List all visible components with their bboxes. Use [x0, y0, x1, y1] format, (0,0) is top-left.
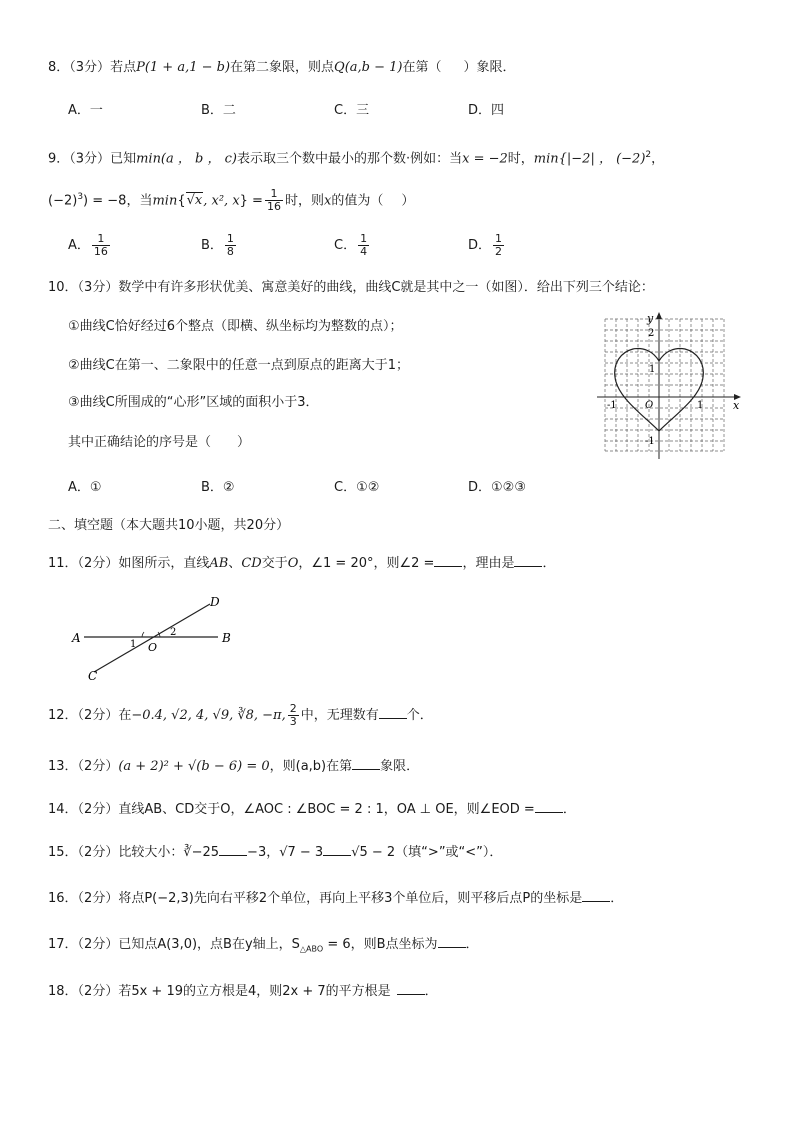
q11-number: 11．	[48, 556, 78, 571]
question-12	[48, 702, 433, 730]
q10-option-b[interactable]: B．②	[201, 480, 235, 495]
q9-x-value: x = −2	[462, 151, 508, 167]
q12-text: 个．	[406, 708, 433, 723]
label-d: D	[210, 595, 220, 609]
q9-option-fraction	[358, 233, 369, 258]
q9-text: 表示取三个数中最小的那个数·例如：当	[236, 151, 463, 167]
x-axis-label: x	[733, 399, 740, 412]
question-17	[48, 935, 479, 960]
q12-text: 中，无理数有	[300, 708, 379, 723]
q9-text: 的值为（	[331, 193, 384, 209]
label-a: A	[72, 631, 81, 645]
origin-label: O	[645, 400, 654, 411]
q17-end: ．	[465, 937, 479, 952]
q9-variable: x	[323, 193, 332, 209]
q8-options	[68, 101, 668, 121]
q9-options	[68, 233, 668, 257]
q10-score: （3分）	[77, 280, 119, 295]
q18-end: ．	[424, 984, 438, 999]
q9-text: ，当	[126, 193, 153, 209]
label-o: O	[148, 641, 158, 654]
q9-option-letter: C．	[334, 238, 357, 253]
q18-number: 18．	[48, 984, 78, 999]
q14-end: ．	[562, 802, 576, 817]
q18-score: （2分）	[77, 984, 119, 999]
q12-blank[interactable]	[379, 706, 407, 719]
q17-score: （2分）	[77, 937, 119, 952]
q10-options	[68, 478, 668, 498]
q9-fraction	[265, 188, 283, 213]
q9-score: （3分）	[69, 151, 111, 167]
label-angle-1: 1	[130, 639, 137, 650]
tick-label-x-neg1: -1	[607, 400, 617, 411]
q9-text: 时，则	[284, 193, 324, 209]
question-14	[48, 800, 576, 820]
q9-text: ）	[401, 193, 415, 209]
q9-option-den: 16	[93, 245, 108, 258]
question-15	[48, 843, 502, 863]
q8-number: 8．	[48, 60, 70, 75]
q13-equation: (a + 2)² + √(b − 6) = 0	[118, 759, 270, 774]
q12-number-list: −0.4, √2, 4, √9, ∛8, −π,	[131, 708, 286, 723]
q8-text: 在第二象限，则点	[230, 60, 335, 75]
q9-option-fraction	[92, 233, 110, 258]
q9-example-2: (−2)	[48, 193, 78, 209]
q11-end: ．	[542, 556, 556, 571]
q8-text: ）象限．	[463, 60, 516, 75]
q16-end: ．	[610, 891, 624, 906]
q11-score: （2分）	[77, 556, 119, 571]
q9-option-den: 8	[226, 245, 234, 258]
q16-blank[interactable]	[582, 889, 610, 902]
q10-option-c[interactable]: C．①②	[334, 480, 380, 495]
q9-set-rest: , x², x	[203, 193, 240, 209]
q13-number: 13．	[48, 759, 78, 774]
q16-score: （2分）	[77, 891, 119, 906]
q9-option-letter: B．	[201, 238, 223, 253]
question-16	[48, 889, 623, 909]
q9-example-2-value: ) = −8	[83, 193, 127, 209]
q8-option-c[interactable]: C．三	[334, 103, 370, 118]
question-18	[48, 982, 438, 1002]
q14-blank[interactable]	[535, 800, 563, 813]
q11-text: ，∠1 = 20°，则∠2 =	[298, 556, 435, 571]
q8-score: （3分）	[69, 60, 111, 75]
q9-option-den: 4	[360, 245, 368, 258]
q10-option-d[interactable]: D．①②③	[468, 480, 526, 495]
q8-option-a[interactable]: A．一	[68, 103, 103, 118]
q9-option-c[interactable]	[334, 233, 371, 258]
question-11	[48, 554, 555, 574]
q8-text: 若点	[110, 60, 137, 75]
q11-blank-1[interactable]	[434, 554, 462, 567]
q10-option-a[interactable]: A．①	[68, 480, 102, 495]
q11-blank-2[interactable]	[514, 554, 542, 567]
question-9-line-1	[48, 145, 664, 169]
q9-option-num: 1	[92, 233, 110, 246]
q9-option-den: 2	[495, 245, 503, 258]
q12-fraction-den: 3	[289, 715, 297, 728]
q15-blank-1[interactable]	[219, 843, 247, 856]
q13-text: 象限．	[380, 759, 420, 774]
tick-label-y-1: 1	[649, 364, 656, 375]
angle-1-arc	[142, 632, 144, 637]
q12-number: 12．	[48, 708, 78, 723]
q15-blank-2[interactable]	[323, 843, 351, 856]
q9-option-b[interactable]	[201, 233, 238, 258]
q12-score: （2分）	[77, 708, 119, 723]
q14-score: （2分）	[77, 802, 119, 817]
line-cd	[94, 604, 210, 672]
q14-number: 14．	[48, 802, 78, 817]
q8-text: 在第（	[402, 60, 442, 75]
question-9-line-2: $(-2)^3) = -8$，当min{√x, x², x} = $\frac{1}{16}$ 时，则x的值为（ ）	[48, 187, 415, 214]
q9-text: 时，	[507, 151, 534, 167]
q15-text: 比较大小：∛−25	[118, 845, 220, 860]
q15-score: （2分）	[77, 845, 119, 860]
q9-sqrt-x: x	[194, 193, 203, 209]
q15-text: √5 − 2（填“>”或“<”）．	[351, 845, 503, 860]
q13-blank[interactable]	[352, 757, 380, 770]
q9-min-def: min(a ， b ， c)	[136, 151, 237, 167]
q12-fraction-num: 2	[289, 702, 297, 715]
y-axis-arrow	[656, 312, 662, 319]
q9-option-d[interactable]	[468, 233, 506, 258]
section-2-title: 二、填空题（本大题共10小题，共20分）	[48, 518, 290, 533]
y-axis-label: y	[647, 312, 654, 325]
q11-text: 交于	[261, 556, 288, 571]
q9-option-fraction	[225, 233, 236, 258]
q11-separator: 、	[228, 556, 242, 571]
q11-text: ，理由是	[462, 556, 515, 571]
q11-line-ab: AB	[209, 556, 229, 571]
q9-sqrt: √x	[186, 193, 203, 209]
q9-exponent: 3	[77, 192, 84, 202]
q18-text: 若5x + 19的立方根是4，则2x + 7的平方根是	[118, 984, 391, 999]
q9-min-label: min	[152, 193, 178, 209]
label-c: C	[88, 669, 98, 683]
q9-fraction-num: 1	[265, 188, 283, 201]
q17-area-subscript: △ABO	[299, 944, 324, 954]
q16-number: 16．	[48, 891, 78, 906]
q9-option-num: 1	[495, 232, 503, 245]
tick-label-y-neg1: -1	[645, 436, 655, 447]
q17-number: 17．	[48, 937, 78, 952]
q13-text: ，则(a,b)在第	[269, 759, 353, 774]
q9-option-num: 1	[360, 232, 368, 245]
heart-curve-figure	[595, 311, 745, 461]
q16-text: 将点P(−2,3)先向右平移2个单位，再向上平移3个单位后，则平移后点P的坐标是	[118, 891, 583, 906]
question-13	[48, 757, 419, 777]
tick-label-x-1: 1	[697, 400, 704, 411]
tick-label-y-2: 2	[648, 328, 655, 339]
q12-text: 在	[118, 708, 132, 723]
q11-line-cd: CD	[241, 556, 262, 571]
q10-statement-1: ①曲线C恰好经过6个整点（即横、纵坐标均为整数的点）；	[68, 319, 403, 334]
q10-question: 其中正确结论的序号是（ ）	[68, 435, 251, 450]
q9-option-letter: A．	[68, 238, 90, 253]
q10-number: 10．	[48, 280, 78, 295]
q9-option-a[interactable]	[68, 233, 112, 258]
q17-text: = 6，则B点坐标为	[323, 937, 438, 952]
q9-option-fraction	[493, 233, 504, 258]
q17-text: 已知点A(3,0)，点B在y轴上，S	[118, 937, 300, 952]
q17-blank[interactable]	[438, 935, 466, 948]
q18-blank[interactable]	[397, 982, 425, 995]
q9-option-num: 1	[226, 232, 234, 245]
q11-point-o: O	[287, 556, 299, 571]
q9-fraction-den: 16	[266, 200, 281, 214]
q12-fraction	[288, 703, 299, 728]
q9-number: 9．	[48, 151, 70, 167]
q8-point-q: Q(a,b − 1)	[334, 60, 403, 75]
label-b: B	[222, 631, 231, 645]
q14-text: 直线AB、CD交于O，∠AOC : ∠BOC = 2 : 1，OA ⊥ OE，则∠EOD =	[118, 802, 535, 817]
q8-point-p: P(1 + a,1 − b)	[136, 60, 231, 75]
q9-text: ，	[651, 151, 665, 167]
q10-statement-3: ③曲线C所围成的“心形”区域的面积小于3．	[68, 395, 319, 410]
q15-text: −3，√7 − 3	[247, 845, 324, 860]
q9-text: 已知	[110, 151, 137, 167]
q9-exponent: 2	[645, 150, 652, 160]
q9-option-letter: D．	[468, 238, 492, 253]
q8-option-b[interactable]: B．二	[201, 103, 236, 118]
question-8	[48, 58, 516, 78]
q10-statement-2: ②曲线C在第一、二象限中的任意一点到原点的距离大于1；	[68, 358, 410, 373]
q15-number: 15．	[48, 845, 78, 860]
intersecting-lines-figure	[66, 592, 246, 684]
figure-grid	[605, 319, 724, 451]
question-10	[48, 278, 654, 298]
q11-text: 如图所示，直线	[118, 556, 210, 571]
q13-score: （2分）	[77, 759, 119, 774]
q8-option-d[interactable]: D．四	[468, 103, 505, 118]
q10-text: 数学中有许多形状优美、寓意美好的曲线，曲线C就是其中之一（如图）．给出下列三个结论：	[118, 280, 654, 295]
q9-example: min{|−2| ， (−2)	[533, 151, 646, 167]
label-angle-2: 2	[170, 627, 177, 638]
